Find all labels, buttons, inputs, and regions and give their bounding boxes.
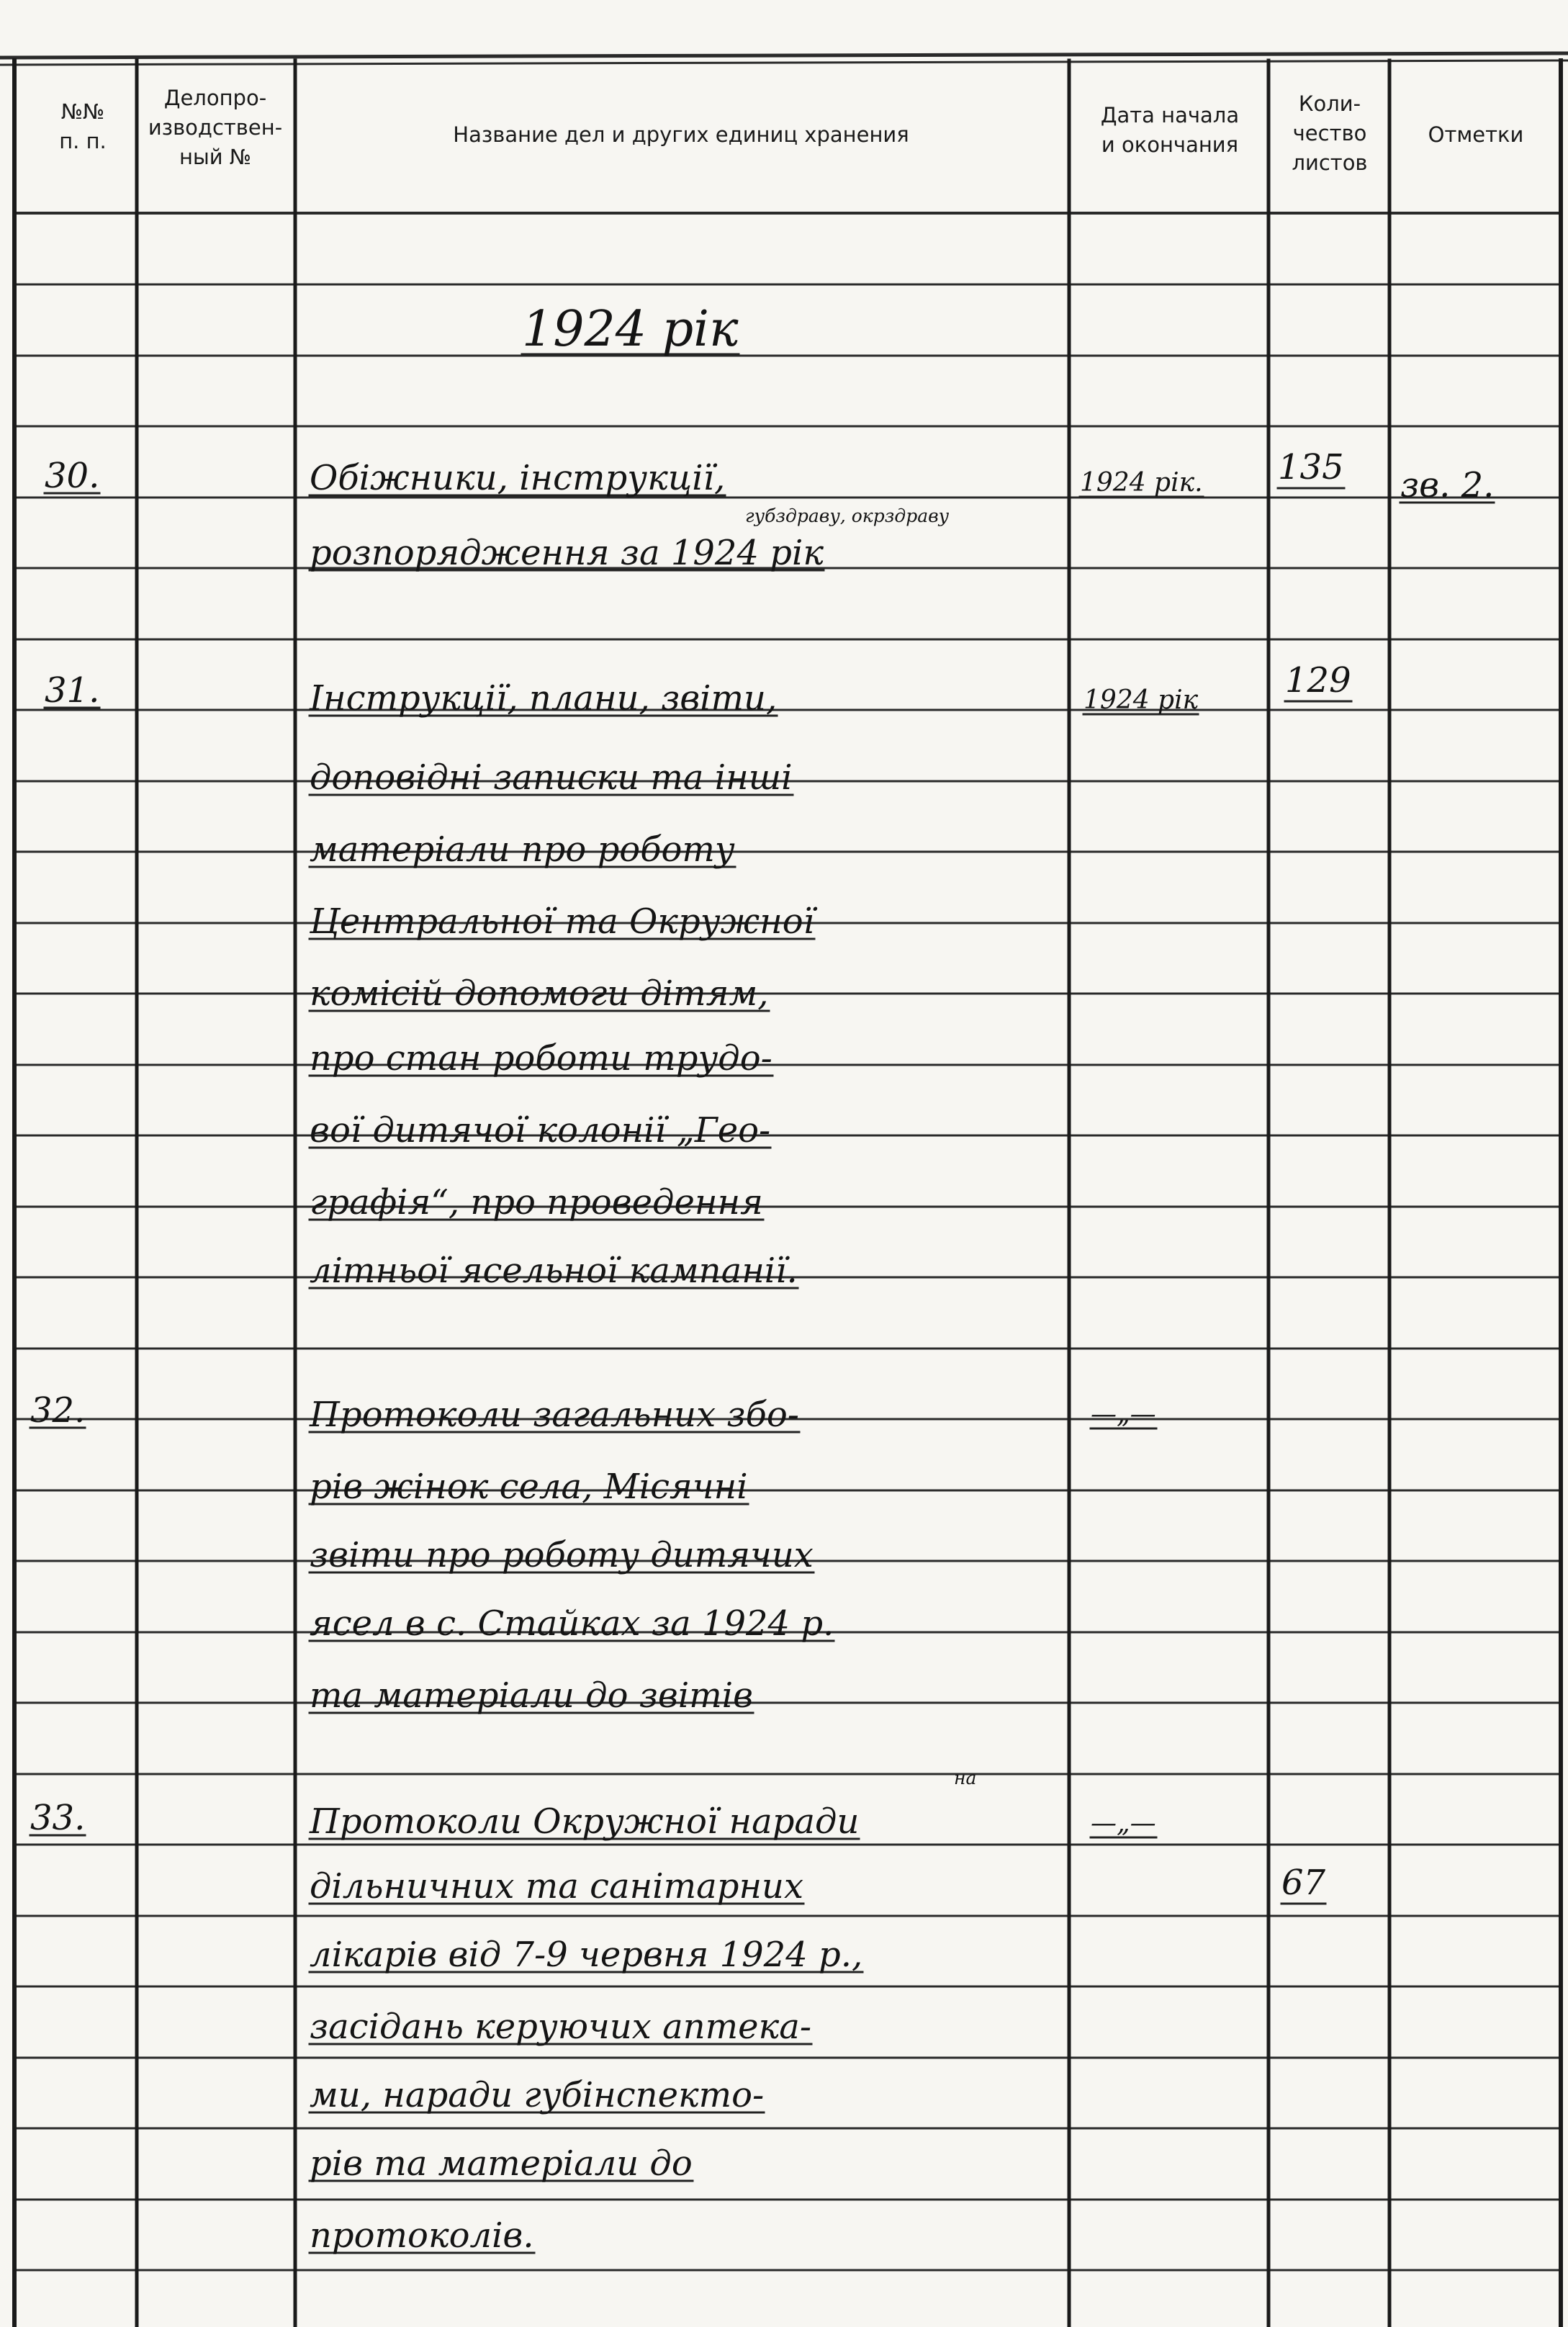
top-border-line: [0, 53, 1568, 58]
header-col-dates-line: Дата начала: [1100, 103, 1240, 127]
entry-title-line: Протоколи Окружної наради: [310, 1801, 860, 1842]
header-col-sheets-line: чество: [1292, 121, 1367, 145]
entry-date: 1924 рік: [1083, 685, 1199, 715]
header-col-title-text: Название дел и других единиц хранения: [453, 122, 909, 147]
entry-sheet-count: 67: [1281, 1863, 1326, 1903]
entry-title-line: графія“, про проведення: [310, 1182, 763, 1223]
entry-number: 31.: [45, 670, 100, 711]
header-col-dates: [1073, 101, 1267, 160]
entry-title-line: рів жінок села, Місячні: [310, 1467, 748, 1507]
header-col-sheets-line: Коли-: [1298, 91, 1361, 116]
entry-note: зв. 2.: [1400, 465, 1495, 505]
header-col-number-line: №№: [60, 99, 105, 124]
header-col-number: [36, 97, 130, 156]
entry-number: 32.: [30, 1390, 86, 1431]
entry-title-line: Центральної та Окружної: [310, 901, 814, 942]
entry-insertion: на: [954, 1768, 977, 1788]
entry-title-line: ми, наради губінспекто-: [310, 2075, 765, 2115]
header-col-office-line: Делопро-: [163, 86, 267, 110]
entry-number: 30.: [45, 456, 100, 496]
header-col-office-line: ный №: [179, 145, 252, 169]
entry-sheet-count: 135: [1278, 447, 1344, 487]
entry-insertion: губздраву, окрздраву: [745, 505, 950, 526]
header-col-sheets-line: листов: [1292, 150, 1368, 175]
header-col-title: [297, 120, 1065, 150]
top-border-line: [0, 60, 1568, 65]
entry-title-line: розпорядження за 1924 рік: [310, 533, 824, 573]
entry-title-line: Протоколи загальних збо-: [310, 1395, 800, 1435]
entry-title-line: протоколів.: [310, 2215, 534, 2256]
header-col-dates-line: и окончания: [1101, 132, 1239, 157]
header-col-office-line: изводствен-: [148, 115, 283, 140]
header-col-number-line: п. п.: [59, 129, 107, 153]
entry-title-line: засідань керуючих аптека-: [310, 2007, 812, 2047]
entry-title-line: доповідні записки та інші: [310, 757, 793, 798]
entry-title-line: ясел в с. Стайках за 1924 р.: [310, 1603, 834, 1644]
entry-title-line: про стан роботи трудо-: [310, 1038, 772, 1079]
entry-date: —„—: [1091, 1809, 1156, 1838]
header-col-sheets: [1273, 89, 1387, 178]
entry-title-line: рів та матеріали до: [310, 2143, 693, 2184]
entry-number: 33.: [30, 1798, 86, 1838]
header-col-notes-text: Отметки: [1428, 122, 1524, 147]
entry-title-line: звіти про роботу дитячих: [310, 1535, 814, 1575]
entry-date: —„—: [1091, 1400, 1156, 1429]
entry-title-line: вої дитячої колонії „Гео-: [310, 1110, 771, 1151]
year-heading: 1924 рік: [522, 301, 739, 358]
entry-title-line: матеріали про роботу: [310, 829, 735, 870]
entry-title-line: та матеріали до звітів: [310, 1675, 754, 1716]
entry-title-line: Обіжники, інструкції,: [310, 458, 726, 498]
entry-title-line: лікарів від 7-9 червня 1924 р.,: [310, 1935, 863, 1975]
header-col-notes: [1393, 120, 1559, 150]
entry-sheet-count: 129: [1285, 660, 1351, 701]
header-col-office-number: [138, 84, 292, 172]
entry-date: 1924 рік.: [1080, 468, 1203, 498]
entry-title-line: Інструкції, плани, звіти,: [310, 678, 778, 719]
entry-title-line: дільничних та санітарних: [310, 1866, 804, 1907]
entry-title-line: комісій допомоги дітям,: [310, 973, 769, 1014]
entry-title-line: літньої ясельної кампанії.: [310, 1251, 798, 1291]
